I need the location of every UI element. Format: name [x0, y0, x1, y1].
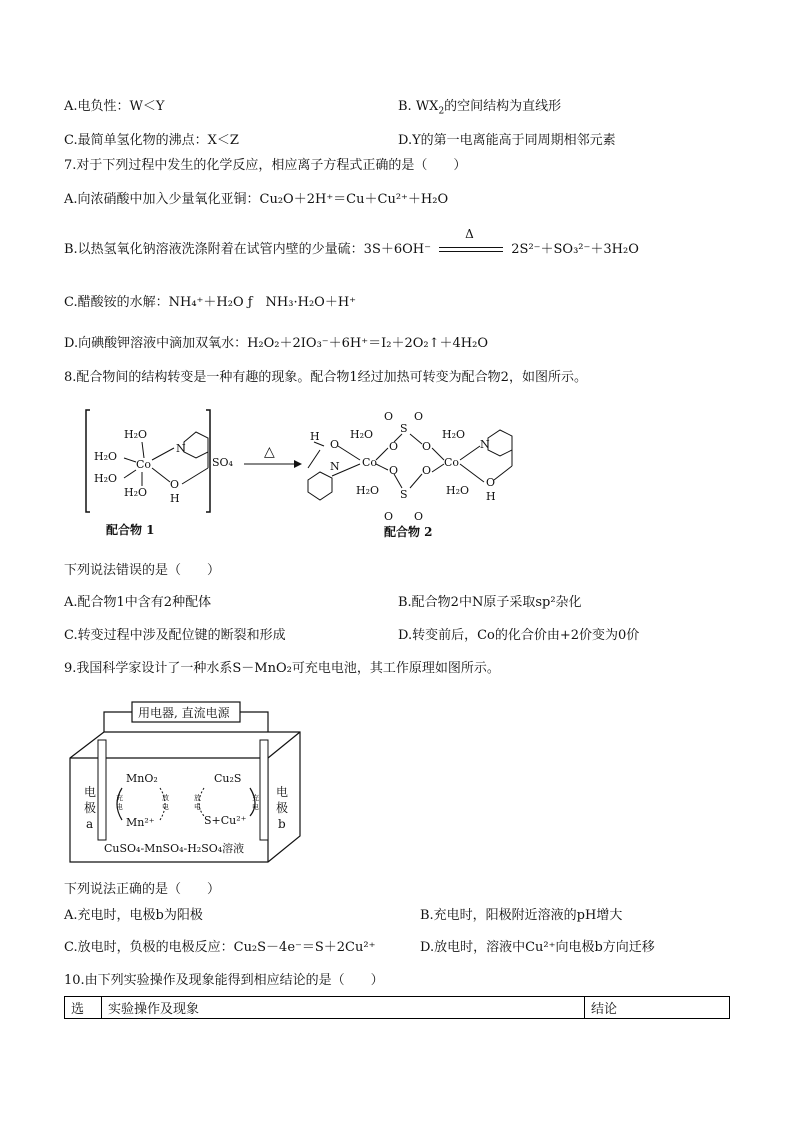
svg-text:N: N	[480, 438, 490, 451]
svg-text:极: 极	[276, 801, 289, 815]
device-label: 用电器, 直流电源	[138, 706, 230, 720]
cobalt-atom-2a: Co	[362, 456, 378, 469]
q8-stem: 8.配合物间的结构转变是一种有趣的现象。配合物1经过加热可转变为配合物2，如图所示。	[64, 370, 587, 385]
complex2-label: 配合物 2	[384, 525, 433, 539]
q9-stem: 9.我国科学家设计了一种水系S－MnO₂可充电电池，其工作原理如图所示。	[64, 661, 500, 676]
svg-text:O: O	[414, 510, 424, 523]
cobalt-atom-1: Co	[136, 458, 152, 471]
svg-text:N: N	[330, 460, 340, 473]
svg-text:b: b	[278, 817, 286, 831]
svg-text:H: H	[170, 492, 180, 505]
svg-text:放: 放	[194, 794, 201, 802]
svg-text:H₂O: H₂O	[350, 428, 374, 441]
svg-text:电: 电	[116, 803, 123, 811]
experiment-table	[64, 996, 730, 1019]
svg-text:H₂O: H₂O	[124, 428, 148, 441]
svg-text:H: H	[486, 490, 496, 503]
table-header-row	[65, 997, 730, 1019]
svg-text:H₂O: H₂O	[442, 428, 466, 441]
svg-text:H₂O: H₂O	[124, 486, 148, 499]
svg-text:H: H	[310, 430, 320, 443]
svg-text:O: O	[486, 476, 496, 489]
svg-text:O: O	[330, 438, 340, 451]
svg-text:电: 电	[162, 803, 169, 811]
q6-option-c: C.最简单氢化物的沸点：X＜Z	[64, 133, 239, 148]
q6-option-a: A.电负性：W＜Y	[64, 99, 165, 114]
electrode-a-label: 电	[84, 785, 97, 799]
svg-text:O: O	[422, 440, 432, 453]
svg-text:O: O	[414, 410, 424, 423]
q9-option-a: A.充电时，电极b为阳极	[64, 908, 203, 923]
header-conclusion: 结论	[585, 997, 730, 1019]
q8-ask: 下列说法错误的是（ ）	[64, 563, 221, 578]
heat-arrow-condition: △	[264, 444, 275, 460]
q7-option-d: D.向碘酸钾溶液中滴加双氧水：H₂O₂＋2IO₃⁻＋6H⁺＝I₂＋2O₂↑＋4H₂O	[64, 336, 488, 351]
complex1-label: 配合物 1	[106, 523, 155, 537]
q8-option-c: C.转变过程中涉及配位键的断裂和形成	[64, 628, 286, 643]
svg-text:O: O	[170, 478, 180, 491]
q10-stem: 10.由下列实验操作及现象能得到相应结论的是（ ）	[64, 973, 384, 988]
complex-structures-figure	[84, 402, 534, 542]
svg-text:极: 极	[84, 801, 97, 815]
electrode-b-label: 电	[276, 785, 289, 799]
q8-option-d: D.转变前后，Co的化合价由+2价变为0价	[398, 628, 640, 643]
q7-option-b: B.以热氢氧化钠溶液洗涤附着在试管内壁的少量硫：3S＋6OH⁻ Δ 2S²⁻＋SO₃²⁻＋3H₂O	[64, 227, 639, 257]
svg-text:S: S	[400, 488, 408, 501]
q8-option-a: A.配合物1中含有2种配体	[64, 595, 212, 610]
header-option: 选	[65, 997, 102, 1019]
svg-text:S+Cu²⁺: S+Cu²⁺	[204, 814, 247, 827]
q6-option-d: D.Y的第一电离能高于同周期相邻元素	[398, 133, 616, 148]
q9-option-c: C.放电时，负极的电极反应：Cu₂S－4e⁻＝S＋2Cu²⁺	[64, 940, 376, 955]
q9-option-b: B.充电时，阳极附近溶液的pH增大	[420, 908, 623, 923]
svg-text:O: O	[389, 464, 399, 477]
q9-option-d: D.放电时，溶液中Cu²⁺向电极b方向迁移	[420, 940, 655, 955]
q6-option-b: B. $WX_2$的空间结构为直线形	[398, 99, 562, 117]
svg-text:a: a	[86, 817, 94, 831]
q7-option-a: A.向浓硝酸中加入少量氧化亚铜：Cu₂O＋2H⁺＝Cu＋Cu²⁺＋H₂O	[64, 192, 449, 207]
svg-text:H₂O: H₂O	[94, 472, 118, 485]
svg-text:N: N	[176, 442, 186, 455]
svg-text:电: 电	[252, 803, 259, 811]
heat-condition: Δ	[465, 227, 474, 241]
svg-text:S: S	[400, 422, 408, 435]
svg-text:充: 充	[252, 794, 259, 802]
svg-text:O: O	[384, 510, 394, 523]
svg-text:O: O	[384, 410, 394, 423]
q7-stem: 7.对于下列过程中发生的化学反应，相应离子方程式正确的是（ ）	[64, 158, 467, 173]
svg-text:电: 电	[194, 803, 201, 811]
svg-text:O: O	[422, 464, 432, 477]
svg-text:O: O	[389, 440, 399, 453]
svg-text:Cu₂S: Cu₂S	[214, 772, 242, 785]
sulfate-label: SO₄	[212, 456, 233, 469]
battery-diagram	[64, 696, 304, 868]
reaction-arrow	[437, 227, 505, 259]
svg-text:H₂O: H₂O	[446, 484, 470, 497]
svg-text:Mn²⁺: Mn²⁺	[126, 816, 155, 829]
svg-text:放: 放	[162, 794, 169, 802]
solution-label: CuSO₄-MnSO₄-H₂SO₄溶液	[104, 842, 245, 855]
svg-text:充: 充	[116, 794, 123, 802]
header-operation: 实验操作及现象	[102, 997, 585, 1019]
cobalt-atom-2b: Co	[444, 456, 460, 469]
svg-text:MnO₂: MnO₂	[126, 772, 158, 785]
q7-option-c: C.醋酸铵的水解：NH₄⁺＋H₂O ƒ NH₃·H₂O＋H⁺	[64, 295, 357, 310]
q8-option-b: B.配合物2中N原子采取sp²杂化	[398, 595, 582, 610]
svg-text:H₂O: H₂O	[356, 484, 380, 497]
q9-ask: 下列说法正确的是（ ）	[64, 882, 221, 897]
svg-text:H₂O: H₂O	[94, 450, 118, 463]
